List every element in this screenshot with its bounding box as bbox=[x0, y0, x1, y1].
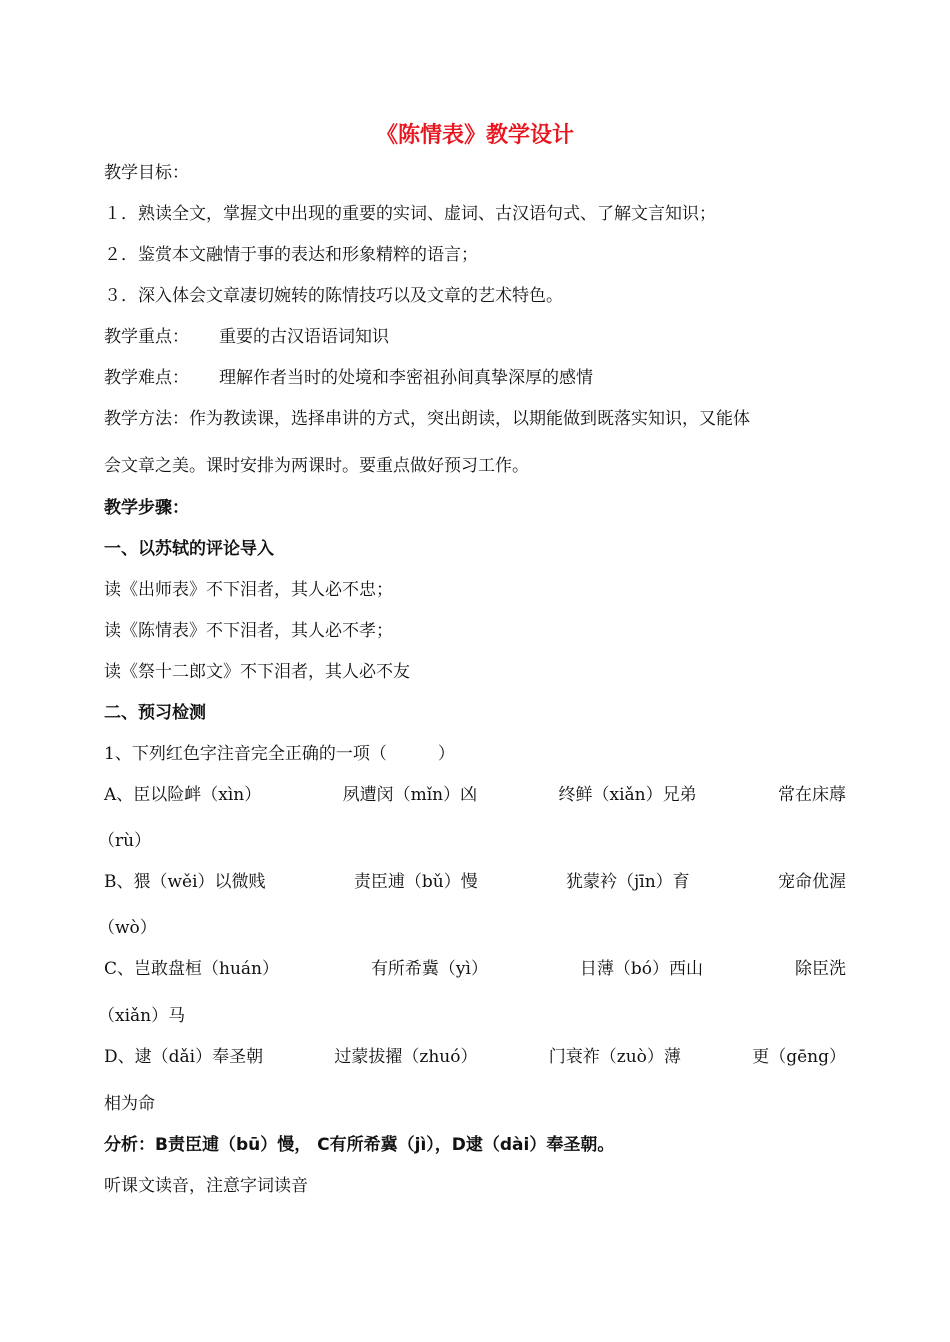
option-d-item-2: 过蒙拔擢（zhuó） bbox=[334, 1047, 478, 1067]
analysis-text: 分析：B责臣逋（bū）慢， C有所希冀（jì），D逮（dài）奉圣朝。 bbox=[104, 1135, 615, 1155]
difficulties-text: 理解作者当时的处境和李密祖孙间真挚深厚的感情 bbox=[219, 368, 593, 388]
document-title: 《陈情表》教学设计 bbox=[375, 123, 574, 148]
option-b-item-3: 犹蒙衿（jīn）育 bbox=[566, 872, 690, 892]
quote-1: 读《出师表》不下泪者，其人必不忠； bbox=[104, 580, 393, 600]
section1-heading: 一、以苏轼的评论导入 bbox=[104, 539, 274, 559]
quote-3: 读《祭十二郎文》不下泪者，其人必不友 bbox=[104, 662, 410, 682]
method-line-2: 会文章之美。课时安排为两课时。要重点做好预习工作。 bbox=[104, 456, 529, 476]
option-c-item-3: 日薄（bó）西山 bbox=[579, 959, 704, 979]
difficulties-label: 教学难点： bbox=[104, 368, 189, 388]
option-a-item-1: A、臣以险衅（xìn） bbox=[104, 785, 262, 805]
section2-heading: 二、预习检测 bbox=[104, 703, 206, 723]
option-a-row bbox=[104, 783, 846, 807]
objectives-label: 教学目标： bbox=[104, 163, 189, 183]
option-d-continuation: 相为命 bbox=[104, 1094, 155, 1114]
option-b-continuation: （wò） bbox=[98, 918, 157, 938]
option-b-item-2: 责臣逋（bǔ）慢 bbox=[353, 872, 478, 892]
steps-heading: 教学步骤： bbox=[104, 498, 189, 518]
option-a-item-2: 夙遭闵（mǐn）凶 bbox=[342, 785, 478, 805]
option-d-row bbox=[104, 1045, 846, 1069]
option-d-item-1: D、逮（dǎi）奉圣朝 bbox=[104, 1047, 264, 1067]
quote-2: 读《陈情表》不下泪者，其人必不孝； bbox=[104, 621, 393, 641]
objective-2: ２．鉴赏本文融情于事的表达和形象精粹的语言； bbox=[104, 245, 478, 265]
option-c-item-2: 有所希冀（yì） bbox=[370, 959, 488, 979]
option-d-item-3: 门衰祚（zuò）薄 bbox=[548, 1047, 681, 1067]
question-1: 1、下列红色字注音完全正确的一项（ ） bbox=[104, 744, 455, 764]
key-points-text: 重要的古汉语语词知识 bbox=[219, 327, 389, 347]
option-b-item-4: 宠命优渥 bbox=[778, 872, 846, 892]
option-c-item-1: C、岂敢盘桓（huán） bbox=[104, 959, 279, 979]
option-c-row bbox=[104, 957, 846, 981]
objective-1: １．熟读全文，掌握文中出现的重要的实词、虚词、古汉语句式、了解文言知识； bbox=[104, 204, 716, 224]
option-b-item-1: B、猥（wěi）以微贱 bbox=[104, 872, 266, 892]
listen-instruction: 听课文读音，注意字词读音 bbox=[104, 1176, 308, 1196]
key-points-label: 教学重点： bbox=[104, 327, 189, 347]
objective-3: ３．深入体会文章凄切婉转的陈情技巧以及文章的艺术特色。 bbox=[104, 286, 563, 306]
option-a-continuation: （rù） bbox=[98, 831, 152, 851]
method-line-1: 教学方法：作为教读课，选择串讲的方式，突出朗读，以期能做到既落实知识，又能体 bbox=[104, 409, 750, 429]
option-c-continuation: （xiǎn）马 bbox=[98, 1006, 186, 1026]
option-a-item-4: 常在床蓐 bbox=[778, 785, 846, 805]
option-d-item-4: 更（gēng） bbox=[752, 1047, 846, 1067]
option-a-item-3: 终鲜（xiǎn）兄弟 bbox=[558, 785, 697, 805]
option-b-row bbox=[104, 870, 846, 894]
option-c-item-4: 除臣洗 bbox=[794, 959, 846, 979]
